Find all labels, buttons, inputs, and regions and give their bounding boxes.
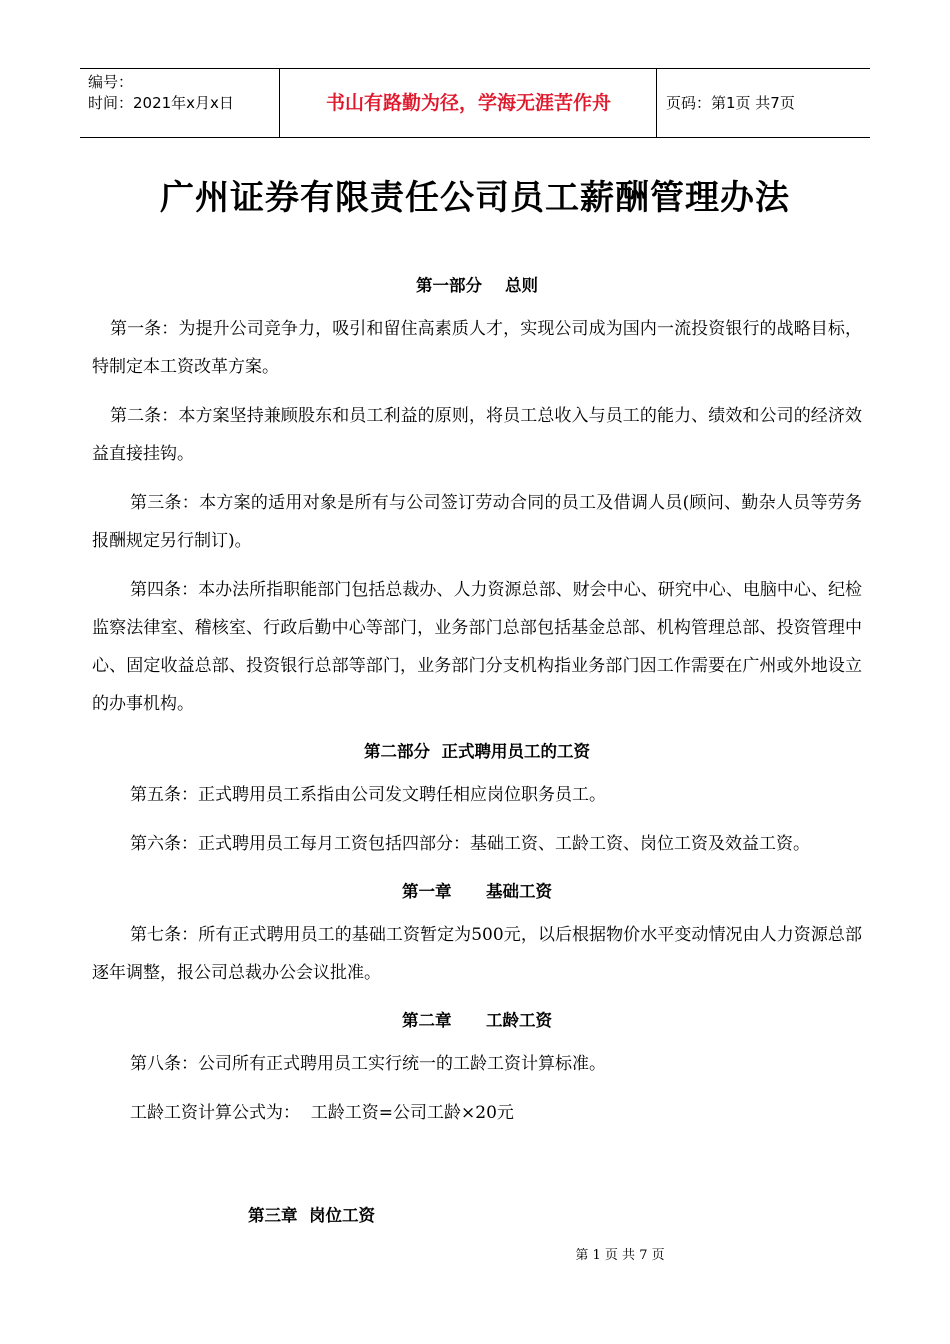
document-body	[92, 268, 862, 1143]
part2-heading: 第二部分 正式聘用员工的工资	[364, 742, 590, 761]
article-6: 第六条：正式聘用员工每月工资包括四部分：基础工资、工龄工资、岗位工资及效益工资。	[130, 834, 810, 854]
chapter3-heading: 第三章 岗位工资	[248, 1206, 375, 1225]
document-title: 广州证券有限责任公司员工薪酬管理办法	[160, 178, 790, 218]
article-4: 第四条：本办法所指职能部门包括总裁办、人力资源总部、财会中心、研究中心、电脑中心、纪检监察法律室、稽核室、行政后勤中心等部门，业务部门总部包括基金总部、机构管理总部、投资管理中心、固定收益总部、投资银行总部等部门，业务部门分支机构指业务部门因工作需要在广州或外地设立的办事机构。	[92, 580, 862, 714]
article-1: 第一条：为提升公司竞争力，吸引和留住高素质人才，实现公司成为国内一流投资银行的战略目标，特制定本工资改革方案。	[92, 319, 862, 377]
formula-line: 工龄工资计算公式为： 工龄工资=公司工龄×20元	[130, 1103, 514, 1123]
article-8: 第八条：公司所有正式聘用员工实行统一的工龄工资计算标准。	[130, 1054, 606, 1074]
header-motto: 书山有路勤为径，学海无涯苦作舟	[281, 69, 657, 137]
part1-heading: 第一部分 总则	[416, 276, 538, 295]
article-5: 第五条：正式聘用员工系指由公司发文聘任相应岗位职务员工。	[130, 785, 606, 805]
header-number: 编号：	[88, 73, 134, 91]
header-meta	[80, 69, 280, 137]
article-7: 第七条：所有正式聘用员工的基础工资暂定为500元，以后根据物价水平变动情况由人力资源总部逐年调整，报公司总裁办公会议批准。	[92, 925, 862, 983]
chapter2-heading: 第二章 工龄工资	[402, 1011, 552, 1030]
article-2: 第二条：本方案坚持兼顾股东和员工利益的原则，将员工总收入与员工的能力、绩效和公司的经济效益直接挂钩。	[92, 406, 862, 464]
chapter1-heading: 第一章 基础工资	[402, 882, 552, 901]
page-footer: 第 1 页 共 7 页	[575, 1248, 665, 1263]
article-3: 第三条：本方案的适用对象是所有与公司签订劳动合同的员工及借调人员(顾问、勤杂人员等劳务报酬规定另行制订)。	[92, 493, 862, 551]
page-header	[80, 68, 870, 138]
header-page-info: 页码：第1页 共7页	[666, 94, 795, 112]
header-time: 时间：2021年x月x日	[88, 94, 234, 112]
